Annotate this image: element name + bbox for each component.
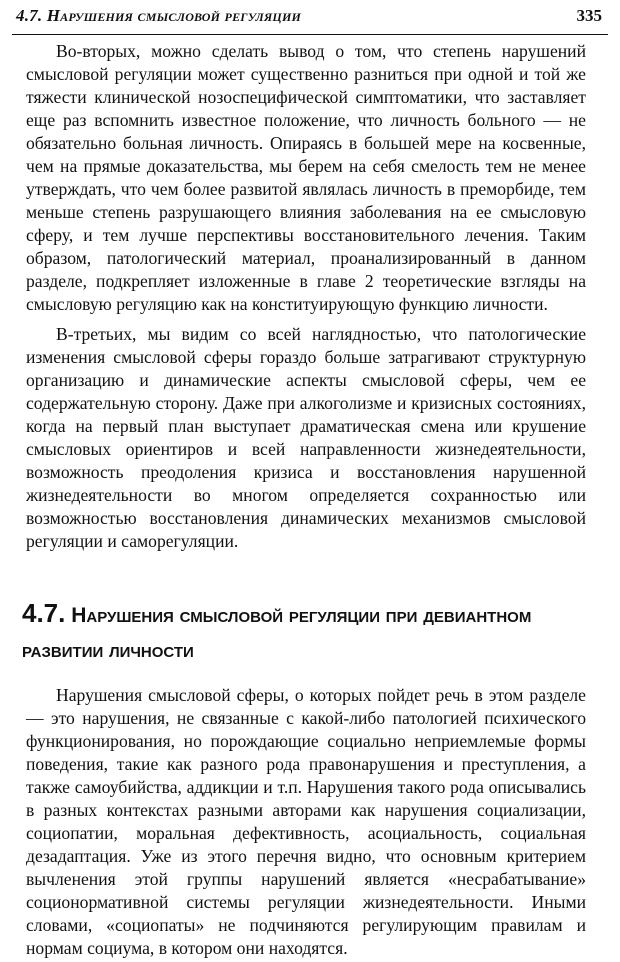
page-number: 335 <box>576 6 602 25</box>
body-paragraph-1: Во-вторых, можно сделать вывод о том, что степень нарушений смысловой регуляции может существенно разниться при одной и той же тяжести клинической нозоспецифической симптоматики, что заставляет еще раз вспомнить известное положение, что личность больного — не обязательно больная личность. Опираясь в большей мере на косвенные, чем на прямые доказательства, мы берем на себя смелость тем не менее утверждать, что чем более развитой являлась личность в преморбиде, тем меньше степень разрушающего влияния заболевания на ее смысловую сферу, и тем лучше перспективы восстановительного лечения. Таким образом, патологический материал, проанализированный в данном разделе, подкрепляет изложенные в главе 2 теоретические взгляды на смысловую регуляцию как на конституирующую функцию личности. <box>26 41 586 314</box>
section-number: 4.7. <box>22 598 66 628</box>
section-heading <box>22 596 592 668</box>
running-header <box>12 4 608 35</box>
body-paragraph-3: Нарушения смысловой сферы, о которых пойдет речь в этом разделе — это нарушения, не связанные с какой-либо патологией психического функционирования, но порождающие социально неприемлемые формы поведения, такие как разного рода правонарушения и преступления, а также самоубийства, аддикции и т.п. Нарушения такого рода описывались в разных контекстах разными авторами как нарушения социализации, социопатии, моральная дефективность, асоциальность, социальная дезадаптация. Уже из этого перечня видно, что основным критерием вычленения этой группы нарушений является «несрабатывание» соционормативной системы регуляции жизнедеятельности. Иными словами, «социопаты» не подчиняются регулирующим правилам и нормам социума, в котором они находятся. <box>26 685 586 958</box>
running-head-title: 4.7. Нарушения смысловой регуляции <box>16 6 302 25</box>
section-title-text: Нарушения смысловой регуляции при девиантном развитии личности <box>22 604 532 662</box>
body-paragraph-2: В-третьих, мы видим со всей наглядностью, что патологические изменения смысловой сферы гораздо больше затрагивают структурную организацию и динамические аспекты смысловой сферы, чем ее содержательную сторону. Даже при алкоголизме и кризисных состояниях, когда на первый план выступает драматическая смена или крушение смысловых ориентиров и всей направленности жизнедеятельности, возможность преодоления кризиса и восстановления нарушенной жизнедеятельности во многом определяется сохранностью или возможностью восстановления динамических механизмов смысловой регуляции и саморегуляции. <box>26 324 586 551</box>
